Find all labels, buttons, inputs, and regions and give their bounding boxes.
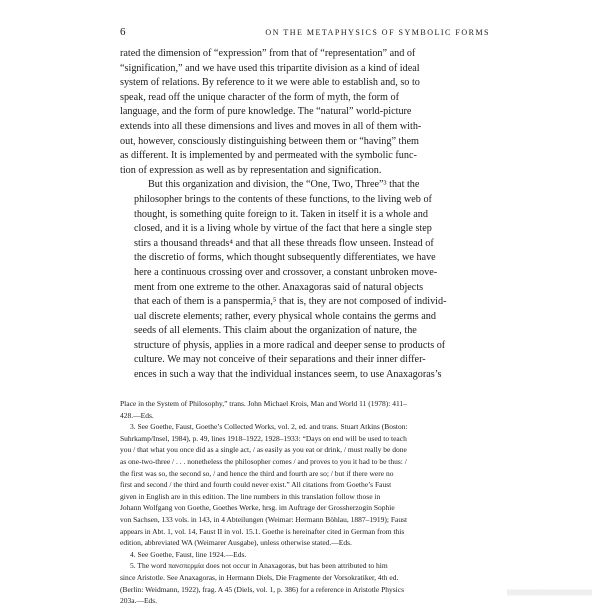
footnote-line: the first was so, the second so, / and hence the third and fourth are so; / but if there were no (120, 468, 394, 478)
body-line: culture. We may not conceive of their separations and their inner differ- (134, 354, 426, 366)
footnote-4: 4. See Goethe, Faust, line 1924.—Eds. (130, 549, 247, 559)
body-line: the discretio of forms, which thought subsequently differentiates, we have (134, 252, 436, 264)
footnote-line: Place in the System of Philosophy,” trans. John Michael Krois, Man and World 11 (1978): 411– (120, 399, 407, 408)
footnote-line: Johann Wolfgang von Goethe, Goethes Werke, hrsg. im Auftrage der Grossherzogin Sophie (120, 503, 395, 513)
footnote-line: you / that what you once did as a single act, / as easily as you eat or drink, / must really be done (120, 445, 407, 455)
footnote-5: 5. The word πανσπερμία does not occur in Anaxagoras, but has been attributed to him (130, 561, 388, 571)
body-line: tion of expression as well as by representation and signification. (120, 164, 382, 176)
footnote-line: as one-two-three / . . . nonetheless the philosopher comes / and proves to you it had to be thus: / (120, 456, 407, 466)
body-line: that each of them is a panspermia,⁵ that is, they are not composed of individ- (134, 296, 447, 308)
body-line: thought, is something quite foreign to it. Taken in itself it is a whole and (134, 208, 428, 220)
body-line: structure of physis, applies in a more radical and deeper sense to products of (134, 339, 446, 351)
body-line: ences in such a way that the individual instances seem, to use Anaxagoras’s (134, 369, 442, 381)
running-head: ON THE METAPHYSICS OF SYMBOLIC FORMS (265, 28, 490, 37)
body-line: stirs a thousand threads⁴ and that all these threads flow unseen. Instead of (134, 237, 434, 249)
body-line: ual discrete elements; rather, every physical whole contains the germs and (134, 310, 436, 322)
page-header (120, 26, 490, 38)
footnote-line: (Berlin: Weidmann, 1922), frag. A 45 (Diels, vol. 1, p. 386) for a reference in Aristotle Physics (120, 584, 404, 594)
body-line: out, however, consciously distinguishing between them or “having” them (120, 135, 419, 147)
body-line: rated the dimension of “expression” from that of “representation” and of (120, 48, 416, 59)
watermark: ▒▒▒▒▒▒▒▒▒▒▒▒▒▒▒▒▒▒▒▒▒▒▒▒ (506, 590, 592, 596)
body-line: ment from one extreme to the other. Anaxagoras said of natural objects (134, 281, 424, 293)
footnote-line: Suhrkamp/Insel, 1984), p. 49, lines 1918–1922, 1928–1933: “Days on end will be used to teach (120, 433, 407, 443)
footnote-line: appears in Abt. 1, vol. 14, Faust II in vol. 15.1. Goethe is hereinafter cited in German from this (120, 526, 405, 536)
body-line: extends into all these dimensions and lives and moves in all of them with- (120, 120, 422, 132)
footnote-line: 203a.—Eds. (120, 596, 158, 606)
body-line: speak, read off the unique character of the form of myth, the form of (120, 91, 400, 103)
body-line: seeds of all elements. This claim about the organization of nature, the (134, 325, 417, 337)
footnotes (120, 398, 490, 607)
body-line: “signification,” and we have used this tripartite division as a kind of ideal (120, 62, 420, 74)
body-line: philosopher brings to the contents of these functions, to the living web of (134, 193, 432, 205)
footnote-line: von Sachsen, 133 vols. in 143, in 4 Abteilungen (Weimar: Hermann Böhlau, 1887–1919); Faust (120, 514, 408, 524)
body-line: language, and the form of pure knowledge. The “natural” world-picture (120, 106, 412, 118)
footnote-line: edition, abbreviated WA (Weimarer Ausgabe), unless otherwise stated.—Eds. (120, 538, 352, 548)
footnote-line: given in English are in this edition. The line numbers in this translation follow those in (120, 491, 381, 501)
body-text (120, 47, 490, 383)
body-line: here a continuous crossing over and crossover, a constant unbroken move- (134, 266, 438, 278)
footnote-line: since Aristotle. See Anaxagoras, in Hermann Diels, Die Fragmente der Vorsokratiker, 4th ed. (120, 572, 399, 582)
footnote-line: 428.—Eds. (120, 410, 154, 420)
footnote-line: first and second / the third and fourth could never exist.” All citations from Goethe’s Faust (120, 480, 392, 490)
paragraph-1 (120, 47, 490, 178)
footnote-3: 3. See Goethe, Faust, Goethe’s Collected Works, vol. 2, ed. and trans. Stuart Atkins (Boston: (130, 422, 408, 432)
body-line: as different. It is implemented by and permeated with the symbolic func- (120, 150, 417, 162)
body-line: But this organization and division, the “One, Two, Three”³ that the (148, 179, 420, 191)
paragraph-2 (120, 178, 490, 382)
page-number: 6 (120, 26, 126, 38)
body-line: system of relations. By reference to it we were able to establish and, so to (120, 77, 420, 89)
body-line: closed, and it is a living whole by virtue of the fact that here a single step (134, 223, 432, 235)
